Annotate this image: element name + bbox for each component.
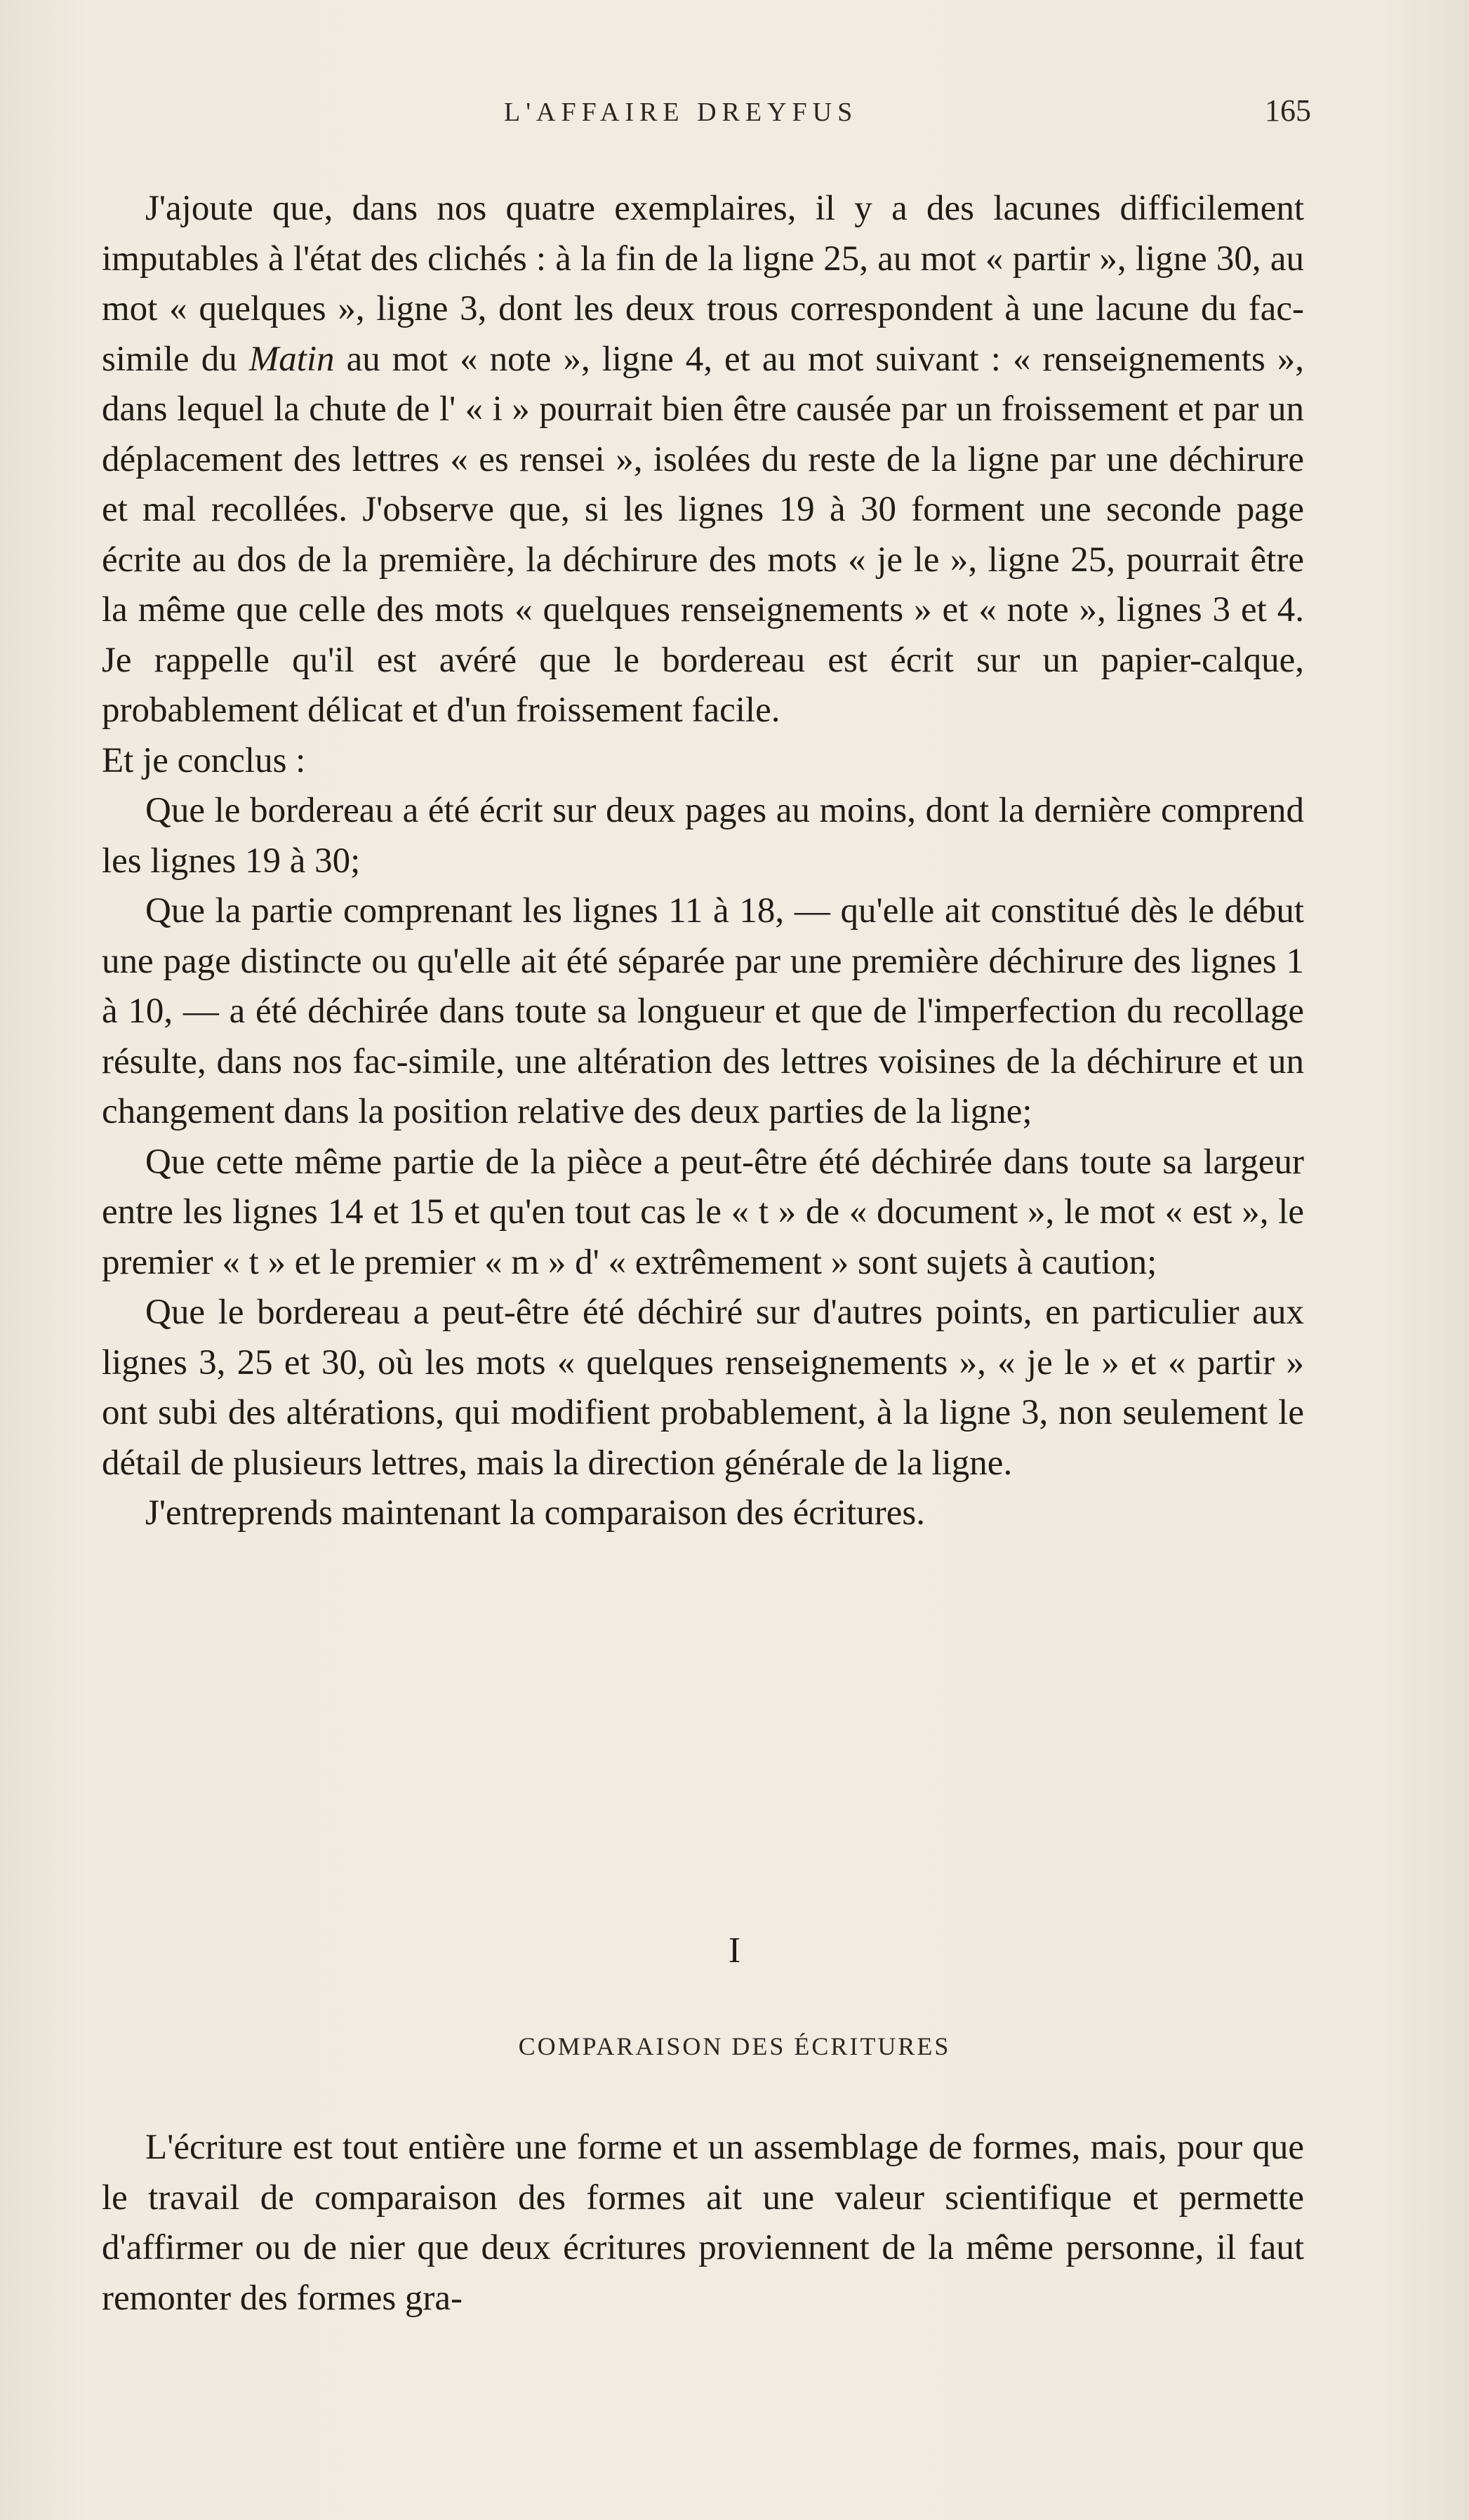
paragraph: L'écriture est tout entière une forme et un assemblage de formes, mais, pour que le travail de comparaison des formes ait une valeur scientifique et permette d'affirmer ou de nier que deux écritures proviennent de la même personne, il faut remonter des formes gra-	[102, 2128, 1304, 2318]
paragraph-text: J'ajoute que, dans nos quatre exemplaires, il y a des lacunes difficilement imputables à l'état des clichés : à la fin de la ligne 25, au mot « partir », ligne 30, au mot « quelques », ligne 3, dont les deux trous correspondent à une lacune du fac-simile du	[102, 189, 1304, 379]
main-text	[102, 184, 1304, 1539]
running-head	[0, 93, 1469, 132]
paragraph-text-end: au mot « note », ligne 4, et au mot suivant : « renseignements », dans lequel la chute de l' « i » pourrait bien être causée par un froissement et par un déplacement des lettres « es rensei », isolées du reste de la ligne par une déchirure et mal recollées. J'observe que, si les lignes 19 à 30 forment une seconde page écrite au dos de la première, la déchirure des mots « je le », ligne 25, pourrait être la même que celle des mots « quelques renseignements » et « note », lignes 3 et 4. Je rappelle qu'il est avéré que le bordereau est écrit sur un papier-calque, probablement délicat et d'un froissement facile.	[102, 339, 1304, 730]
page-number: 165	[1265, 93, 1311, 128]
paragraph: Que la partie comprenant les lignes 11 à 18, — qu'elle ait constitué dès le début une page distincte ou qu'elle ait été séparée par une première déchirure des lignes 1 à 10, — a été déchirée dans toute sa longueur et que de l'imperfection du recollage résulte, dans nos fac-simile, une altération des lettres voisines de la déchirure et un changement dans la position relative des deux parties de la ligne;	[102, 891, 1304, 1131]
paragraph: Que le bordereau a été écrit sur deux pages au moins, dont la dernière comprend les lignes 19 à 30;	[102, 791, 1304, 881]
paragraph: Que cette même partie de la pièce a peut-être été déchirée dans toute sa largeur entre les lignes 14 et 15 et qu'en tout cas le « t » de « document », le mot « est », le premier « t » et le premier « m » d' « extrêmement » sont sujets à caution;	[102, 1142, 1304, 1282]
running-title: L'AFFAIRE DREYFUS	[504, 98, 858, 127]
paragraph	[102, 184, 1304, 736]
section-number: I	[728, 1931, 741, 1971]
newspaper-title: Matin	[248, 339, 335, 379]
paragraph: Que le bordereau a peut-être été déchiré sur d'autres points, en particulier aux lignes 3, 25 et 30, où les mots « quelques renseignements », « je le » et « partir » ont subi des altérations, qui modifient probablement, à la ligne 3, non seulement le détail de plusieurs lettres, mais la direction générale de la ligne.	[102, 1293, 1304, 1483]
section-title: COMPARAISON DES ÉCRITURES	[518, 2032, 951, 2060]
paragraph: Et je conclus :	[102, 740, 306, 780]
paragraph: J'entreprends maintenant la comparaison des écritures.	[145, 1493, 925, 1533]
section-text	[102, 2123, 1304, 2324]
